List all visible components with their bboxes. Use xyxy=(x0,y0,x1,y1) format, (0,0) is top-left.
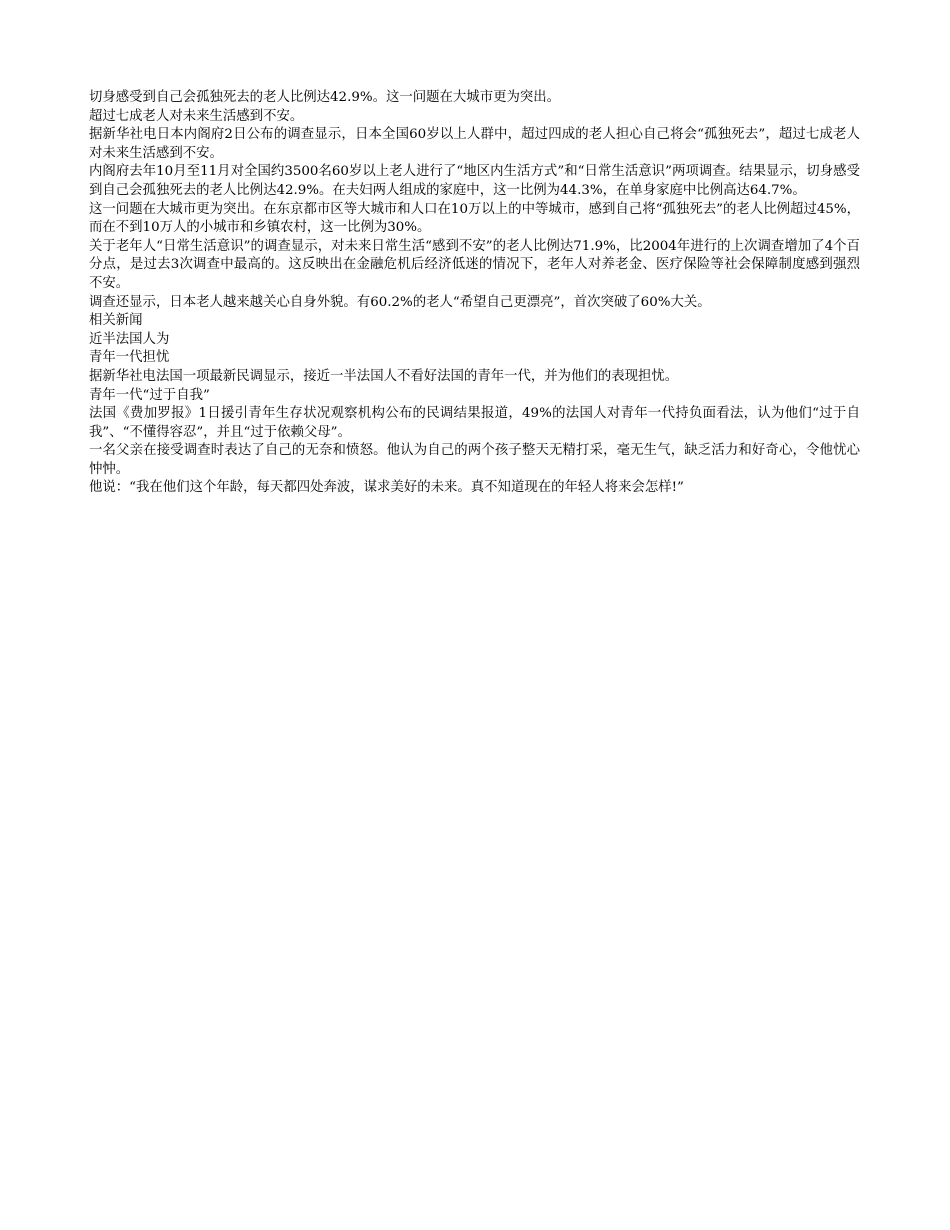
paragraph-summary: 切身感受到自己会孤独死去的老人比例达42.9%。这一问题在大城市更为突出。 xyxy=(89,90,561,105)
related-headline-line-2: 青年一代担忧 xyxy=(89,350,170,366)
paragraph-quote: 他说：“我在他们这个年龄，每天都四处奔波，谋求美好的未来。真不知道现在的年轻人将来会怎样!” xyxy=(89,480,684,496)
paragraph-france-subhead: 青年一代“过于自我” xyxy=(89,387,210,403)
related-headline-line-1: 近半法国人为 xyxy=(89,331,170,347)
paragraph-subtitle: 超过七成老人对未来生活感到不安。 xyxy=(89,108,304,124)
paragraph-survey: 内阁府去年10月至11月对全国约3500名60岁以上老人进行了“地区内生活方式”和“日常生活意识”两项调查。结果显示，切身感受到自己会孤独死去的老人比例达42.9%。在夫妇两人组成的家庭中，这一比例为44.3%，在单身家庭中比例高达64.7%。 xyxy=(89,164,860,198)
paragraph-father: 一名父亲在接受调查时表达了自己的无奈和愤怒。他认为自己的两个孩子整天无精打采，毫无生气，缺乏活力和好奇心，令他忧心忡忡。 xyxy=(89,443,860,477)
document-body xyxy=(89,89,860,498)
paragraph-big-cities: 这一问题在大城市更为突出。在东京都市区等大城市和人口在10万以上的中等城市，感到自己将“孤独死去”的老人比例超过45%，而在不到10万人的小城市和乡镇农村，这一比例为30%。 xyxy=(89,201,860,236)
related-news-heading: 相关新闻 xyxy=(89,313,143,329)
paragraph-figaro: 法国《费加罗报》1日援引青年生存状况观察机构公布的民调结果报道，49%的法国人对青年一代持负面看法，认为他们“过于自我”、“不懂得容忍”，并且“过于依赖父母”。 xyxy=(89,406,860,440)
paragraph-daily-life: 关于老年人“日常生活意识”的调查显示，对未来日常生活“感到不安”的老人比例达71.9%，比2004年进行的上次调查增加了4个百分点，是过去3次调查中最高的。这反映出在金融危机后经济低迷的情况下，老年人对养老金、医疗保险等社会保障制度感到强烈不安。 xyxy=(89,238,860,291)
paragraph-lead: 据新华社电日本内阁府2日公布的调查显示，日本全国60岁以上人群中，超过四成的老人担心自己将会“孤独死去”，超过七成老人对未来生活感到不安。 xyxy=(89,127,860,161)
paragraph-appearance: 调查还显示，日本老人越来越关心自身外貌。有60.2%的老人“希望自己更漂亮”，首次突破了60%大关。 xyxy=(89,294,711,310)
paragraph-france-lead: 据新华社电法国一项最新民调显示，接近一半法国人不看好法国的青年一代，并为他们的表现担忧。 xyxy=(89,368,679,384)
